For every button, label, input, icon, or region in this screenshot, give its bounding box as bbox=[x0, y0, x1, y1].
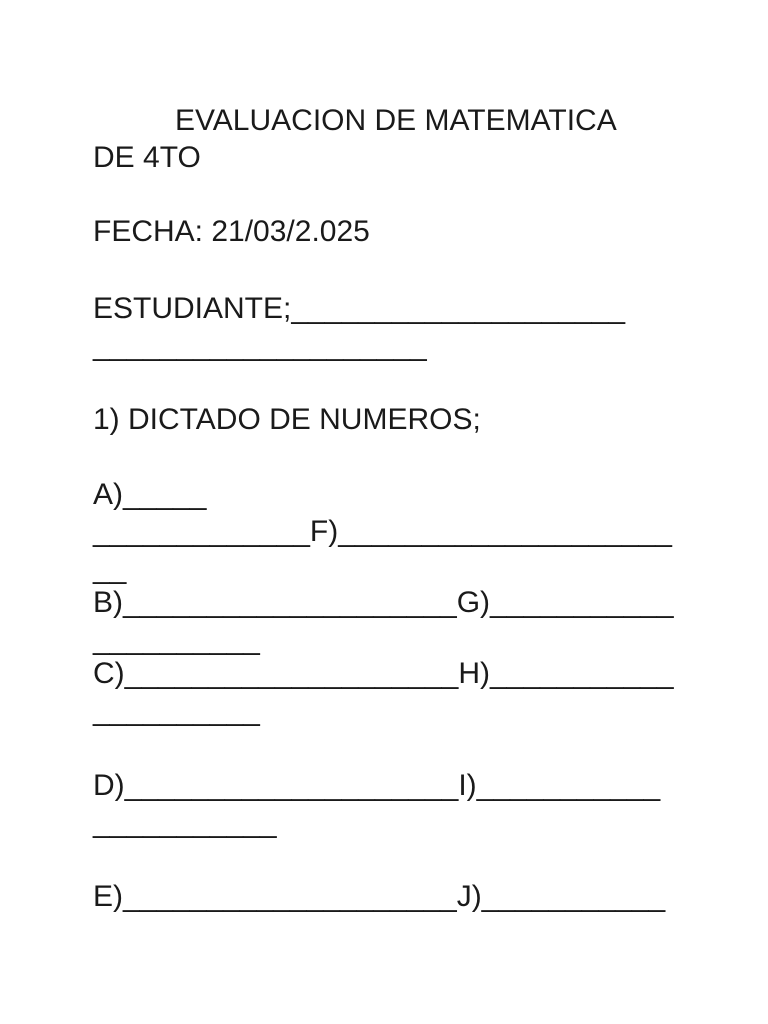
answer-line: ___________ bbox=[93, 806, 277, 839]
answer-line: __________ bbox=[93, 694, 260, 727]
answer-line: E)____________________J)___________ bbox=[93, 880, 666, 913]
title-line-2: DE 4TO bbox=[93, 141, 201, 174]
answer-line: __ bbox=[93, 552, 127, 585]
answer-line: C)____________________H)___________ bbox=[93, 657, 674, 690]
student-name-line-1: ESTUDIANTE;____________________ bbox=[93, 292, 626, 325]
answer-line: A)_____ bbox=[93, 478, 207, 511]
title-line-1: EVALUACION DE MATEMATICA bbox=[175, 104, 617, 137]
student-name-line-2: ____________________ bbox=[93, 329, 427, 362]
date-line: FECHA: 21/03/2.025 bbox=[93, 215, 370, 248]
answer-line: B)____________________G)___________ bbox=[93, 586, 674, 619]
section-heading: 1) DICTADO DE NUMEROS; bbox=[93, 403, 481, 436]
answer-line: __________ bbox=[93, 623, 260, 656]
answer-line: D)____________________I)___________ bbox=[93, 769, 661, 802]
answer-line: _____________F)____________________ bbox=[93, 515, 672, 548]
